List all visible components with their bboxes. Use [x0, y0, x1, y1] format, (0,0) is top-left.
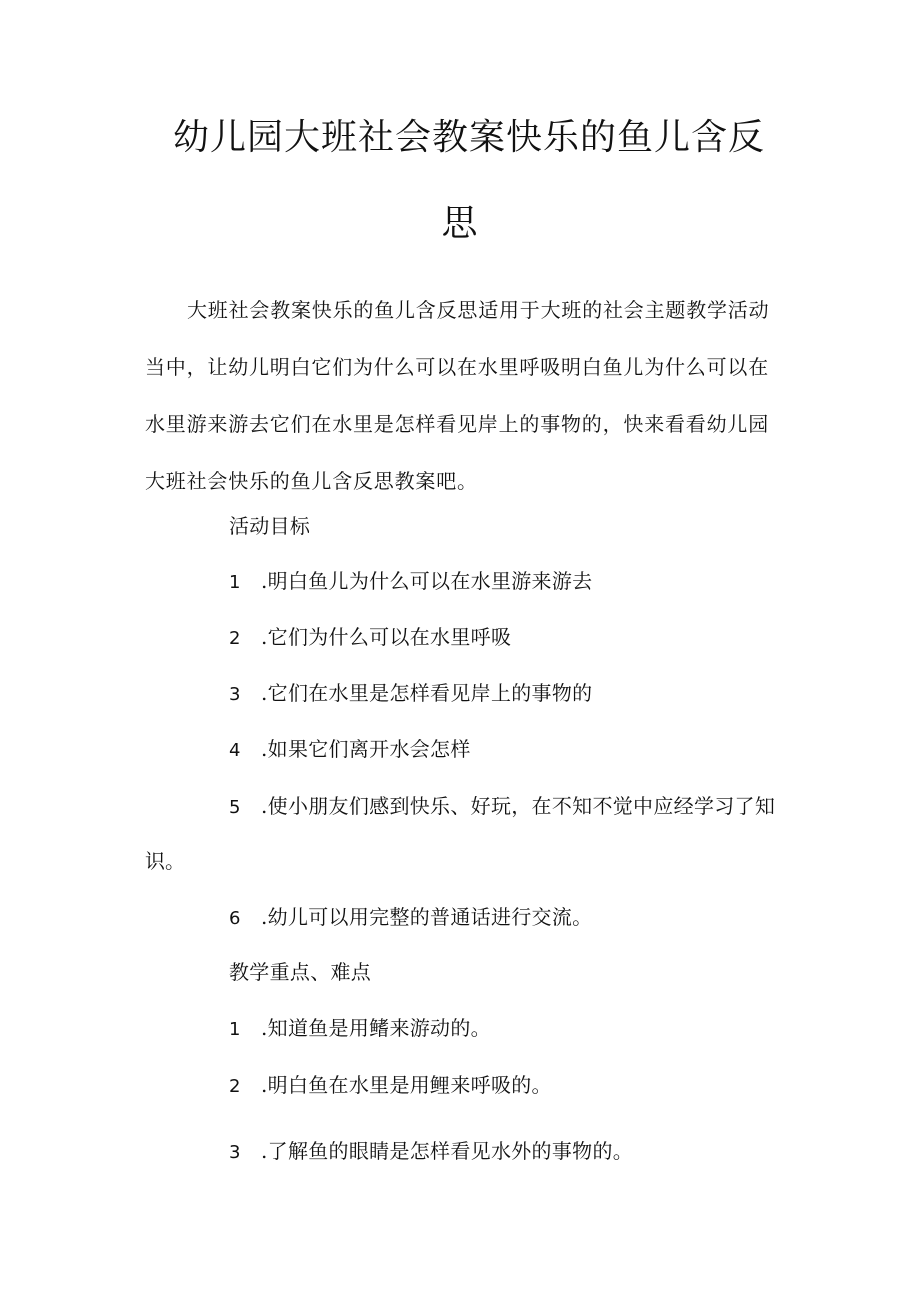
focus-item-number: 2 — [229, 1076, 241, 1097]
focus-item-text: .了解鱼的眼睛是怎样看见水外的事物的。 — [261, 1139, 634, 1163]
document-title-line-1: 幼儿园大班社会教案快乐的鱼儿含反 — [172, 117, 765, 158]
focus-item-number: 3 — [229, 1142, 241, 1163]
goal-item-number: 1 — [229, 572, 241, 593]
goal-item-4 — [229, 734, 471, 766]
goal-item-2 — [229, 622, 511, 654]
goal-item-number: 6 — [229, 908, 241, 929]
focus-item-1 — [229, 1013, 491, 1045]
goal-item-6 — [229, 902, 592, 934]
goals-heading: 活动目标 — [229, 514, 311, 538]
goal-item-number: 3 — [229, 684, 241, 705]
goal-item-text: .如果它们离开水会怎样 — [261, 737, 471, 761]
goal-item-5 — [229, 791, 775, 823]
focus-item-text: .知道鱼是用鳍来游动的。 — [261, 1016, 491, 1040]
goal-item-text: .它们在水里是怎样看见岸上的事物的 — [261, 681, 593, 705]
focus-item-text: .明白鱼在水里是用鲤来呼吸的。 — [261, 1073, 552, 1097]
goal-item-number: 4 — [229, 740, 241, 761]
goal-item-1 — [229, 566, 592, 598]
goal-item-number: 2 — [229, 628, 241, 649]
goal-item-3 — [229, 678, 592, 710]
focus-item-number: 1 — [229, 1019, 241, 1040]
goal-item-number: 5 — [229, 797, 241, 818]
focus-heading: 教学重点、难点 — [229, 960, 372, 984]
document-title-line-2: 思 — [441, 203, 479, 244]
focus-item-2 — [229, 1070, 552, 1102]
intro-paragraph: 大班社会教案快乐的鱼儿含反思适用于大班的社会主题教学活动当中，让幼儿明白它们为什么可以在水里呼吸明白鱼儿为什么可以在水里游来游去它们在水里是怎样看见岸上的事物的，快来看看幼儿园大班社会快乐的鱼儿含反思教案吧。 — [145, 298, 770, 493]
goal-item-5-continuation: 识。 — [145, 849, 185, 873]
goal-item-text: .使小朋友们感到快乐、好玩，在不知不觉中应经学习了知 — [261, 794, 776, 818]
goal-item-text: .它们为什么可以在水里呼吸 — [261, 625, 512, 649]
goal-item-text: .明白鱼儿为什么可以在水里游来游去 — [261, 569, 593, 593]
goal-item-text: .幼儿可以用完整的普通话进行交流。 — [261, 905, 593, 929]
focus-item-3 — [229, 1136, 633, 1168]
